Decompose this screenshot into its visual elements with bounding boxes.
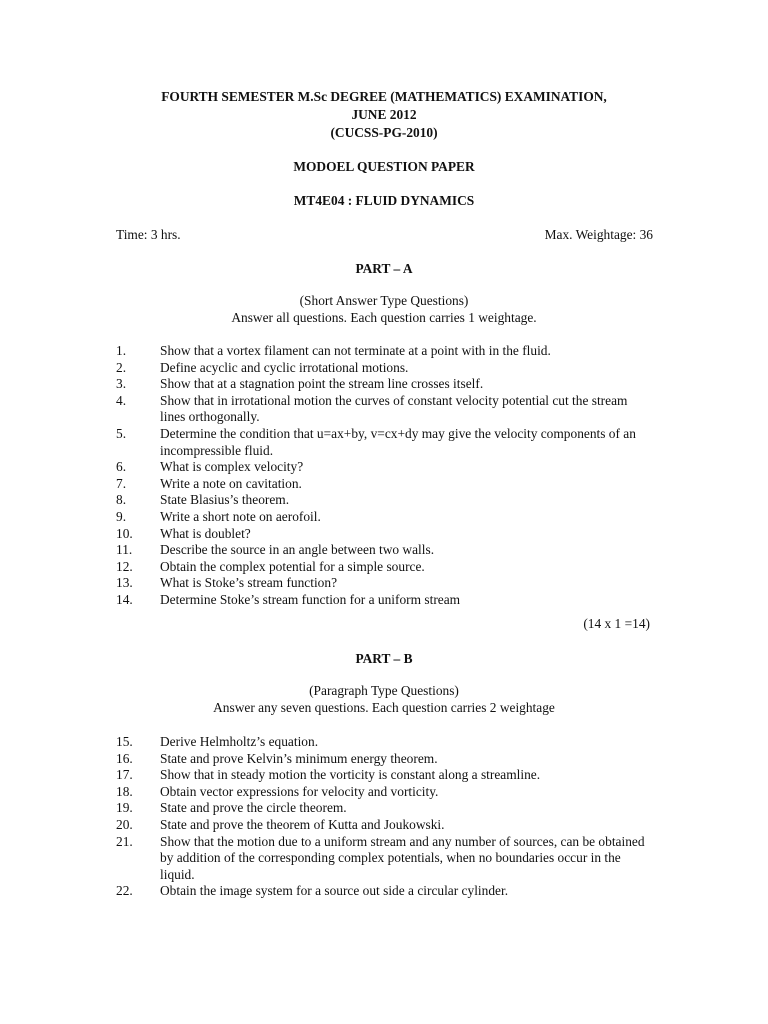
question-text: Write a note on cavitation. — [160, 475, 302, 491]
question-text: State Blasius’s theorem. — [160, 492, 290, 508]
question-item — [116, 559, 656, 576]
question-number: 9. — [116, 508, 127, 524]
question-item — [116, 575, 656, 592]
question-text: Show that the motion due to a uniform stream and any number of sources, can be obtained by addition of the corresponding complex potentials, when no boundaries occur in the liquid. — [160, 833, 645, 882]
question-number: 5. — [116, 425, 127, 441]
question-number: 7. — [116, 475, 127, 491]
question-text: Describe the source in an angle between two walls. — [160, 542, 435, 558]
question-number: 10. — [116, 525, 133, 541]
question-text: What is doublet? — [160, 525, 251, 541]
question-text: Show that in steady motion the vorticity is constant along a streamline. — [160, 767, 541, 783]
question-number: 20. — [116, 816, 133, 832]
question-number: 2. — [116, 359, 127, 375]
exam-header — [0, 88, 768, 142]
part-a-question-list — [116, 343, 656, 609]
exam-title-line3: (CUCSS-PG-2010) — [330, 125, 438, 140]
question-text: Show that in irrotational motion the curves of constant velocity potential cut the stream lines orthogonally. — [160, 392, 628, 425]
question-number: 4. — [116, 392, 127, 408]
question-number: 15. — [116, 734, 133, 749]
question-text: State and prove the theorem of Kutta and Joukowski. — [160, 816, 445, 832]
question-text: Show that a vortex filament can not terminate at a point with in the fluid. — [160, 343, 551, 358]
question-number: 18. — [116, 783, 133, 799]
question-item — [116, 526, 656, 543]
question-number: 1. — [116, 343, 127, 358]
question-number: 8. — [116, 492, 127, 508]
question-item — [116, 834, 656, 884]
part-b-subtitle: (Paragraph Type Questions) — [309, 683, 459, 698]
question-text: Determine the condition that u=ax+by, v=cx+dy may give the velocity components of an incompressible fluid. — [160, 425, 636, 458]
part-b-instruction: Answer any seven questions. Each question carries 2 weightage — [213, 700, 555, 715]
question-number: 14. — [116, 591, 133, 607]
part-a-subtitle: (Short Answer Type Questions) — [299, 293, 469, 308]
question-item — [116, 767, 656, 784]
question-item — [116, 426, 656, 459]
question-item — [116, 800, 656, 817]
question-text: Determine Stoke’s stream function for a uniform stream — [160, 591, 461, 607]
part-a-weightage: (14 x 1 =14) — [583, 616, 650, 631]
course-title: MT4E04 : FLUID DYNAMICS — [293, 193, 475, 208]
paper-type: MODOEL QUESTION PAPER — [293, 159, 475, 174]
question-number: 13. — [116, 575, 133, 591]
question-text: Obtain the image system for a source out side a circular cylinder. — [160, 883, 509, 899]
question-item — [116, 376, 656, 393]
part-b-title: PART – B — [355, 651, 413, 666]
part-a-instruction: Answer all questions. Each question carries 1 weightage. — [231, 310, 537, 325]
question-text: State and prove Kelvin’s minimum energy theorem. — [160, 750, 438, 766]
question-item — [116, 817, 656, 834]
question-text: What is Stoke’s stream function? — [160, 575, 338, 591]
part-b-question-list — [116, 734, 656, 900]
question-number: 19. — [116, 800, 133, 816]
question-number: 16. — [116, 750, 133, 766]
question-item — [116, 734, 656, 751]
question-text: What is complex velocity? — [160, 459, 304, 475]
question-number: 17. — [116, 767, 133, 783]
question-text: Show that at a stagnation point the stream line crosses itself. — [160, 376, 484, 392]
exam-meta — [116, 227, 653, 244]
question-item — [116, 459, 656, 476]
question-item — [116, 751, 656, 768]
question-item — [116, 542, 656, 559]
question-item — [116, 476, 656, 493]
exam-title-line1: FOURTH SEMESTER M.Sc DEGREE (MATHEMATICS) EXAMINATION, — [161, 89, 607, 104]
question-number: 3. — [116, 376, 127, 392]
exam-title-line2: JUNE 2012 — [351, 107, 417, 122]
question-text: Write a short note on aerofoil. — [160, 508, 321, 524]
question-item — [116, 393, 656, 426]
question-number: 6. — [116, 459, 127, 475]
question-item — [116, 592, 656, 609]
question-item — [116, 492, 656, 509]
question-item — [116, 784, 656, 801]
question-text: Derive Helmholtz’s equation. — [160, 734, 319, 749]
question-text: Define acyclic and cyclic irrotational motions. — [160, 359, 409, 375]
question-item — [116, 509, 656, 526]
question-item — [116, 343, 656, 360]
question-item — [116, 883, 656, 900]
question-text: Obtain vector expressions for velocity and vorticity. — [160, 783, 439, 799]
question-number: 11. — [116, 542, 133, 558]
question-text: State and prove the circle theorem. — [160, 800, 347, 816]
question-number: 12. — [116, 558, 133, 574]
part-a-title: PART – A — [355, 261, 413, 276]
question-item — [116, 360, 656, 377]
question-number: 21. — [116, 833, 133, 849]
question-text: Obtain the complex potential for a simple source. — [160, 558, 425, 574]
max-weightage: Max. Weightage: 36 — [544, 227, 653, 242]
time-allowed: Time: 3 hrs. — [116, 227, 181, 242]
question-number: 22. — [116, 883, 133, 899]
